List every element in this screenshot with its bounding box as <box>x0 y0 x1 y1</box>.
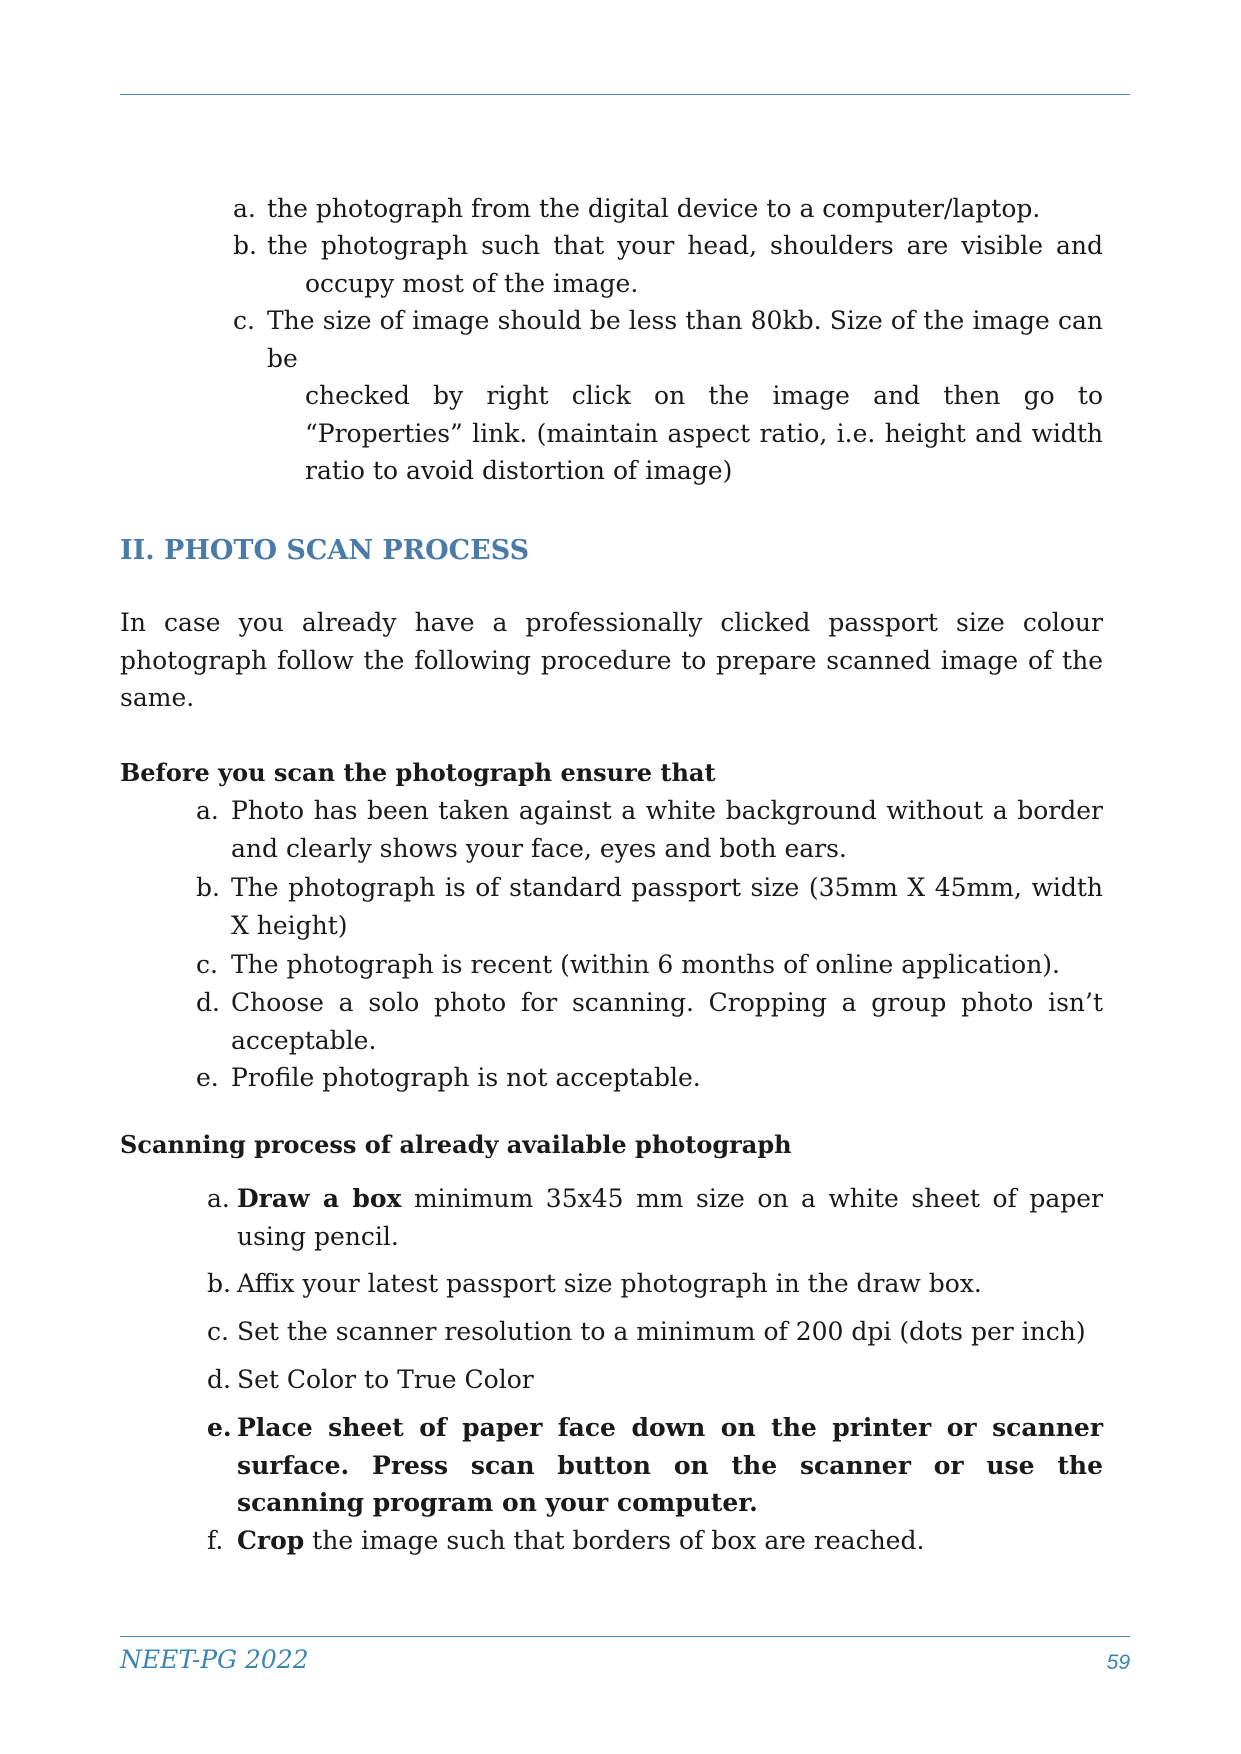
list-marker: b. <box>196 873 220 902</box>
list-item <box>196 792 1103 867</box>
list-item <box>233 190 1103 228</box>
list-item-text: the photograph such that your head, shoulders are visible and <box>267 231 1103 260</box>
list-marker: a. <box>196 796 219 825</box>
list-item-bold: Crop <box>237 1526 305 1555</box>
list-item-text-cont: occupy most of the image. <box>305 268 639 298</box>
list-item <box>196 946 1103 984</box>
list-marker: b. <box>233 231 257 260</box>
list-item <box>233 302 1103 490</box>
list-item <box>196 984 1103 1059</box>
list-item <box>196 869 1103 944</box>
list-item-text <box>207 1522 1103 1560</box>
list-item-text: Photo has been taken against a white background without a border and clearly shows your face, eyes and both ears. <box>231 796 1103 863</box>
section-title: II. PHOTO SCAN PROCESS <box>120 535 530 566</box>
list-marker: d. <box>196 988 220 1017</box>
list-item-text: Profile photograph is not acceptable. <box>231 1063 701 1092</box>
list-item-text: The size of image should be less than 80kb. Size of the image can be <box>267 306 1103 373</box>
list-item-text: Set Color to True Color <box>237 1365 534 1394</box>
list-item <box>207 1409 1103 1522</box>
list-item-text: Affix your latest passport size photograph in the draw box. <box>237 1269 982 1298</box>
list-marker: a. <box>233 194 256 223</box>
list-item-text-cont: checked by right click on the image and then go to “Properties” link. (maintain aspect ratio, i.e. height and width ratio to avoid distortion of image) <box>305 381 1103 485</box>
intro-paragraph: In case you already have a professionally clicked passport size colour photograph follow the following procedure to prepare scanned image of the same. <box>120 608 1103 712</box>
list-marker: b. <box>207 1269 231 1298</box>
list-item <box>196 1059 1103 1097</box>
scanning-heading: Scanning process of already available photograph <box>120 1130 792 1159</box>
list-marker: f. <box>207 1526 224 1555</box>
list-item-text: the photograph from the digital device to a computer/laptop. <box>267 194 1041 223</box>
footer-title: NEET-PG 2022 <box>120 1645 309 1674</box>
list-marker: c. <box>233 306 255 335</box>
list-item <box>233 227 1103 302</box>
list-item-text <box>207 1180 1103 1255</box>
list-item-text: The photograph is recent (within 6 months of online application). <box>231 950 1061 979</box>
list-marker: a. <box>207 1184 230 1213</box>
header-rule <box>120 94 1130 95</box>
list-item <box>207 1361 1103 1399</box>
list-item-text: Choose a solo photo for scanning. Cropping a group photo isn’t acceptable. <box>231 988 1103 1055</box>
list-item <box>207 1522 1103 1560</box>
list-marker: e. <box>196 1063 219 1092</box>
list-marker: c. <box>207 1317 229 1346</box>
list-marker: c. <box>196 950 218 979</box>
list-item-rest: the image such that borders of box are reached. <box>304 1526 925 1555</box>
footer-rule <box>120 1636 1130 1637</box>
list-item-bold: Draw a box <box>237 1184 402 1213</box>
list-marker: d. <box>207 1365 231 1394</box>
list-item <box>207 1180 1103 1255</box>
list-item <box>207 1313 1103 1351</box>
list-marker: e. <box>207 1413 232 1442</box>
page-number: 59 <box>1106 1651 1130 1674</box>
list-item-text: Place sheet of paper face down on the printer or scanner surface. Press scan button on the scanner or use the scanning program on your computer. <box>237 1413 1103 1517</box>
list-item-rest: minimum 35x45 mm size on a white sheet of paper using pencil. <box>237 1184 1103 1251</box>
before-heading: Before you scan the photograph ensure that <box>120 758 716 787</box>
list-item <box>207 1265 1103 1303</box>
list-item-text: Set the scanner resolution to a minimum of 200 dpi (dots per inch) <box>237 1317 1086 1346</box>
list-item-text: The photograph is of standard passport size (35mm X 45mm, width X height) <box>231 873 1103 940</box>
